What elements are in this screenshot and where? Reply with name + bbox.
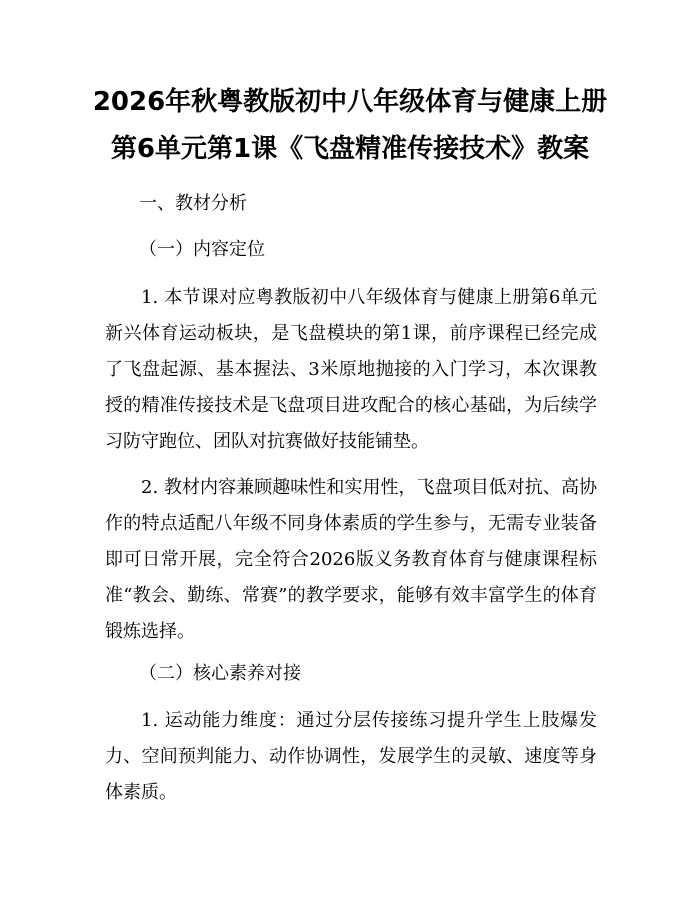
paragraph-content-positioning-2: 2. 教材内容兼顾趣味性和实用性，飞盘项目低对抗、高协作的特点适配八年级不同身体素质的学生参与，无需专业装备即可日常开展，完全符合2026版义务教育体育与健康课程标准“教会、勤练、常赛”的教学要求，能够有效丰富学生的体育锻炼选择。 — [105, 477, 597, 642]
section-heading-textbook-analysis: 一、教材分析 — [139, 193, 247, 214]
paragraph-content-positioning-1: 1. 本节课对应粤教版初中八年级体育与健康上册第6单元新兴体育运动板块，是飞盘模块的第1课，前序课程已经完成了飞盘起源、基本握法、3米原地抛接的入门学习，本次课教授的精准传接技术是飞盘项目进攻配合的核心基础，为后续学习防守跑位、团队对抗赛做好技能铺垫。 — [105, 287, 597, 452]
paragraph-core-literacy-1: 1. 运动能力维度：通过分层传接练习提升学生上肢爆发力、空间预判能力、动作协调性，发展学生的灵敏、速度等身体素质。 — [105, 710, 597, 803]
subsection-heading-core-literacy: （二）核心素养对接 — [139, 663, 301, 684]
document-title-line-1: 2026年秋粤教版初中八年级体育与健康上册 — [92, 87, 608, 117]
document-title-line-2: 第6单元第1课《飞盘精准传接技术》教案 — [110, 134, 590, 164]
subsection-heading-content-positioning: （一）内容定位 — [139, 239, 265, 260]
